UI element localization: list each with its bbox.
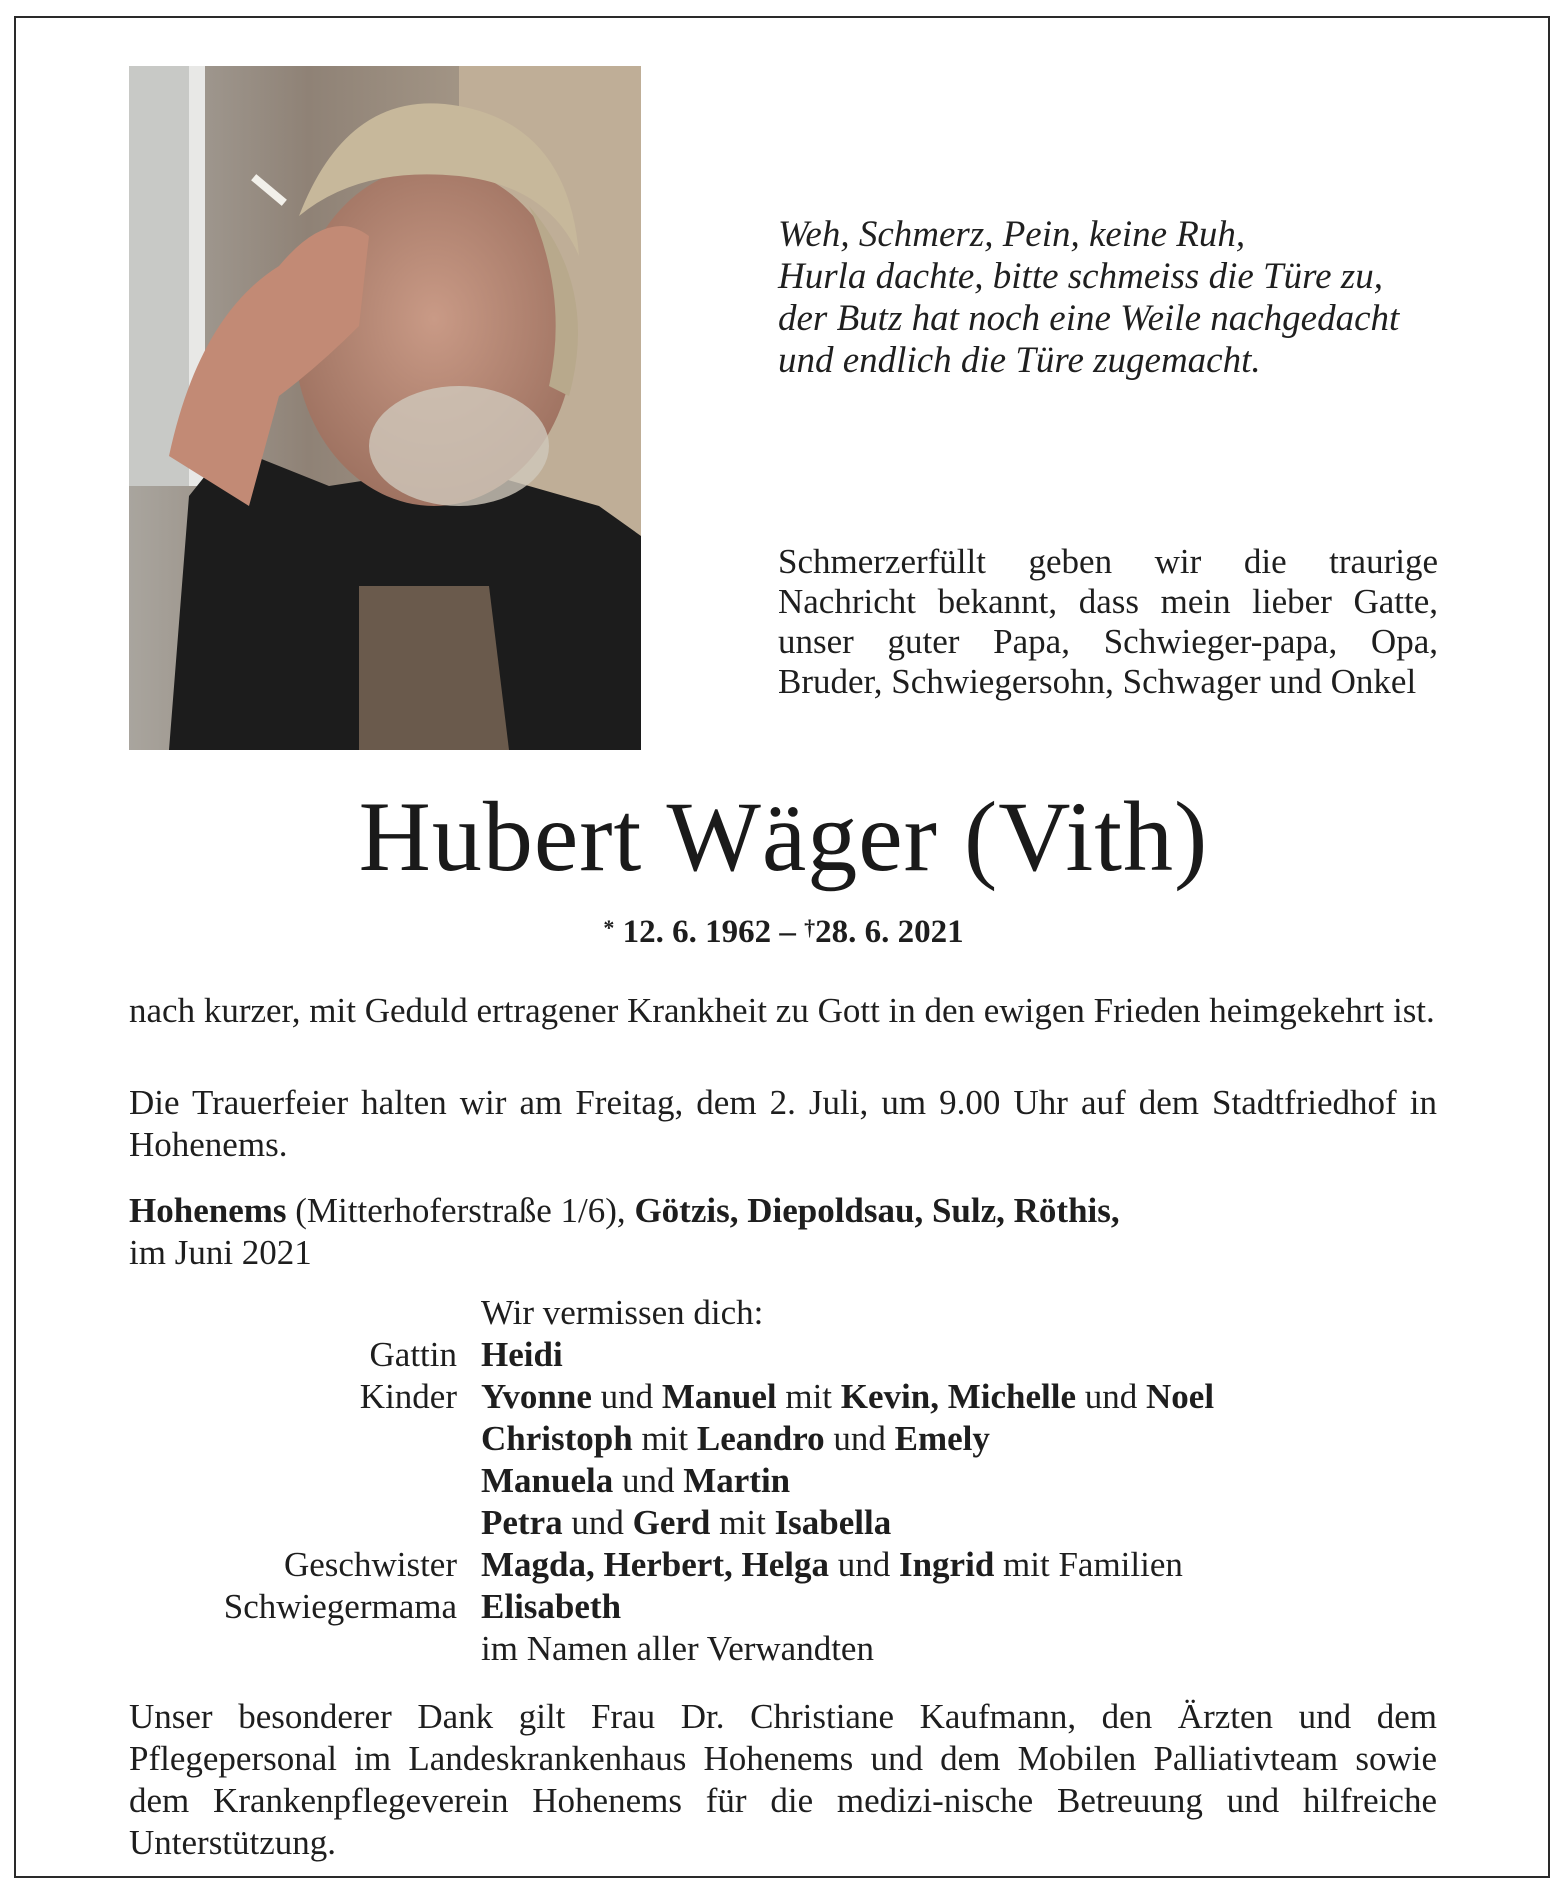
family-row <box>129 1376 1437 1418</box>
place-town: Hohenems <box>129 1191 287 1230</box>
family-row <box>129 1460 1437 1502</box>
place-month: im Juni 2021 <box>129 1233 312 1272</box>
family-heading: Wir vermissen dich: <box>481 1293 764 1332</box>
poem-line: und endlich die Türe zugemacht. <box>778 340 1261 381</box>
family-connector: und <box>1076 1377 1147 1416</box>
poem-line: Weh, Schmerz, Pein, keine Ruh, <box>778 214 1246 255</box>
family-member-name: Leandro <box>696 1419 825 1458</box>
poem-line: Hurla dachte, bitte schmeiss die Türe zu, <box>778 256 1383 297</box>
family-relation: Kinder <box>359 1377 457 1416</box>
family-member-name: Manuela <box>481 1461 614 1500</box>
family-connector: mit <box>710 1503 775 1542</box>
family-relation <box>129 1460 481 1502</box>
poem <box>778 214 1438 382</box>
family-members <box>481 1334 1437 1376</box>
family-member-name: Martin <box>683 1461 791 1500</box>
deceased-name: Hubert Wäger (Vith) <box>358 781 1209 892</box>
life-dates <box>0 912 1567 952</box>
family-relation: Gattin <box>369 1335 457 1374</box>
family-member-name: Isabella <box>774 1503 892 1542</box>
family-relation <box>129 1628 481 1670</box>
date-separator: – <box>779 914 796 950</box>
family-connector: und <box>828 1545 899 1584</box>
thanks-text: Unser besonderer Dank gilt Frau Dr. Christiane Kaufmann, den Ärzten und dem Pflegepersonal im Landeskrankenhaus Hohenems und dem Mobilen Palliativteam sowie dem Krankenpflegeverein Hohenems für die medizi-nische Betreuung und hilfreiche Unterstützung. <box>129 1697 1437 1862</box>
family-connector: mit Familien <box>994 1545 1183 1584</box>
family-relation: Geschwister <box>283 1545 457 1584</box>
place-address: (Mitterhoferstraße 1/6), <box>295 1191 626 1230</box>
family-member-name: Manuel <box>661 1377 777 1416</box>
family-row <box>129 1502 1437 1544</box>
family-row <box>129 1418 1437 1460</box>
portrait-image <box>129 66 641 750</box>
intro-text: Schmerzerfüllt geben wir die traurige Nachricht bekannt, dass mein lieber Gatte, unser guter Papa, Schwieger-papa, Opa, Bruder, Schwiegersohn, Schwager und Onkel <box>778 542 1438 701</box>
passing-text: nach kurzer, mit Geduld ertragener Krankheit zu Gott in den ewigen Frieden heimgekehrt ist. <box>129 991 1435 1030</box>
family-list <box>129 1292 1437 1670</box>
family-heading-row <box>129 1292 1437 1334</box>
family-member-name: Heidi <box>481 1335 563 1374</box>
family-member-name: Gerd <box>632 1503 711 1542</box>
birth-symbol: * <box>603 915 615 940</box>
family-member-name: Emely <box>894 1419 990 1458</box>
family-member-name: Petra <box>481 1503 563 1542</box>
funeral-text: Die Trauerfeier halten wir am Freitag, dem 2. Juli, um 9.00 Uhr auf dem Stadtfriedhof in Hohenems. <box>129 1083 1437 1164</box>
birth-date: 12. 6. 1962 <box>622 914 772 950</box>
family-members <box>481 1544 1437 1586</box>
family-connector: mit <box>776 1377 841 1416</box>
family-member-name: Elisabeth <box>481 1587 622 1626</box>
family-member-name: Kevin, Michelle <box>840 1377 1077 1416</box>
family-member-name: Christoph <box>481 1419 633 1458</box>
poem-line: der Butz hat noch eine Weile nachgedacht <box>778 298 1400 339</box>
family-row <box>129 1334 1437 1376</box>
family-member-name: Yvonne <box>481 1377 592 1416</box>
family-members <box>481 1376 1437 1418</box>
family-connector: und <box>613 1461 684 1500</box>
family-relation: Schwiegermama <box>223 1587 457 1626</box>
family-members <box>481 1460 1437 1502</box>
family-row <box>129 1628 1437 1670</box>
family-row <box>129 1544 1437 1586</box>
place-towns: Götzis, Diepoldsau, Sulz, Röthis, <box>634 1191 1120 1230</box>
family-connector: und <box>591 1377 662 1416</box>
family-connector: und <box>824 1419 895 1458</box>
family-member-name: Noel <box>1146 1377 1215 1416</box>
family-relation <box>129 1502 481 1544</box>
family-members <box>481 1418 1437 1460</box>
death-symbol: † <box>804 915 816 940</box>
family-members <box>481 1628 1437 1670</box>
family-row <box>129 1586 1437 1628</box>
death-date: 28. 6. 2021 <box>815 914 964 950</box>
family-connector: im Namen aller Verwandten <box>481 1629 874 1668</box>
family-members <box>481 1586 1437 1628</box>
family-connector: mit <box>632 1419 697 1458</box>
family-connector: und <box>562 1503 633 1542</box>
family-member-name: Magda, Herbert, Helga <box>481 1545 829 1584</box>
place-date <box>129 1190 1437 1274</box>
portrait-photo <box>129 66 641 750</box>
family-members <box>481 1502 1437 1544</box>
family-member-name: Ingrid <box>898 1545 995 1584</box>
family-relation <box>129 1418 481 1460</box>
